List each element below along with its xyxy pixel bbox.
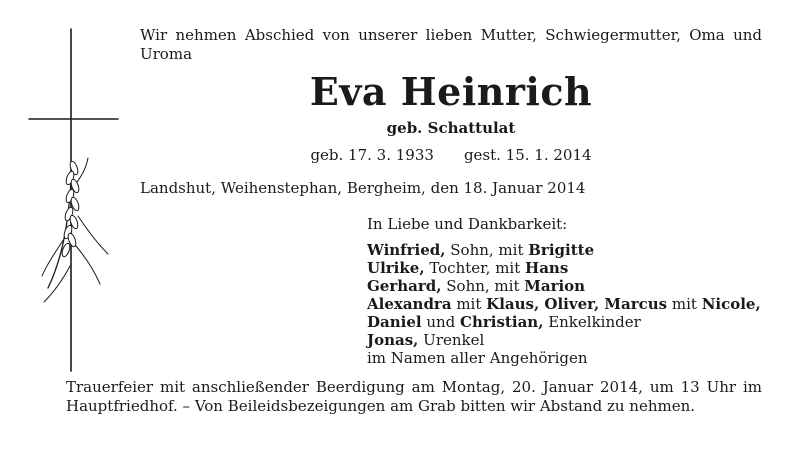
mourner-line: Gerhard, Sohn, mit Marion xyxy=(367,277,586,295)
mourner-line: Daniel und Christian, Enkelkinder xyxy=(367,313,641,331)
deceased-name: Eva Heinrich xyxy=(309,69,593,114)
funeral-information: Trauerfeier mit anschließender Beerdigung am Montag, 20. Januar 2014, um 13 Uhr im Hauptfriedhof. – Von Beileidsbezeigungen am Grab bitten wir Abstand zu nehmen. xyxy=(66,378,762,415)
mourners-list xyxy=(367,215,767,367)
mourners-closing: im Namen aller Angehörigen xyxy=(367,349,588,367)
birth-date: geb. 17. 3. 1933 xyxy=(310,146,434,164)
mourner-line: Winfried, Sohn, mit Brigitte xyxy=(367,241,595,259)
mourner-line: Ulrike, Tochter, mit Hans xyxy=(367,259,569,277)
mourner-line: Jonas, Urenkel xyxy=(367,331,485,349)
intro-text: Wir nehmen Abschied von unserer lieben Mutter, Schwiegermutter, Oma und Uroma xyxy=(140,26,762,63)
death-date: gest. 15. 1. 2014 xyxy=(463,146,592,164)
mourners-heading: In Liebe und Dankbarkeit: xyxy=(367,215,568,233)
cross-wheat-emblem xyxy=(26,26,126,376)
maiden-name: geb. Schattulat xyxy=(386,119,516,137)
life-dates xyxy=(140,146,762,164)
mourner-line: Alexandra mit Klaus, Oliver, Marcus mit Nicole, xyxy=(367,295,761,313)
place-and-date: Landshut, Weihenstephan, Bergheim, den 18. Januar 2014 xyxy=(140,179,586,197)
